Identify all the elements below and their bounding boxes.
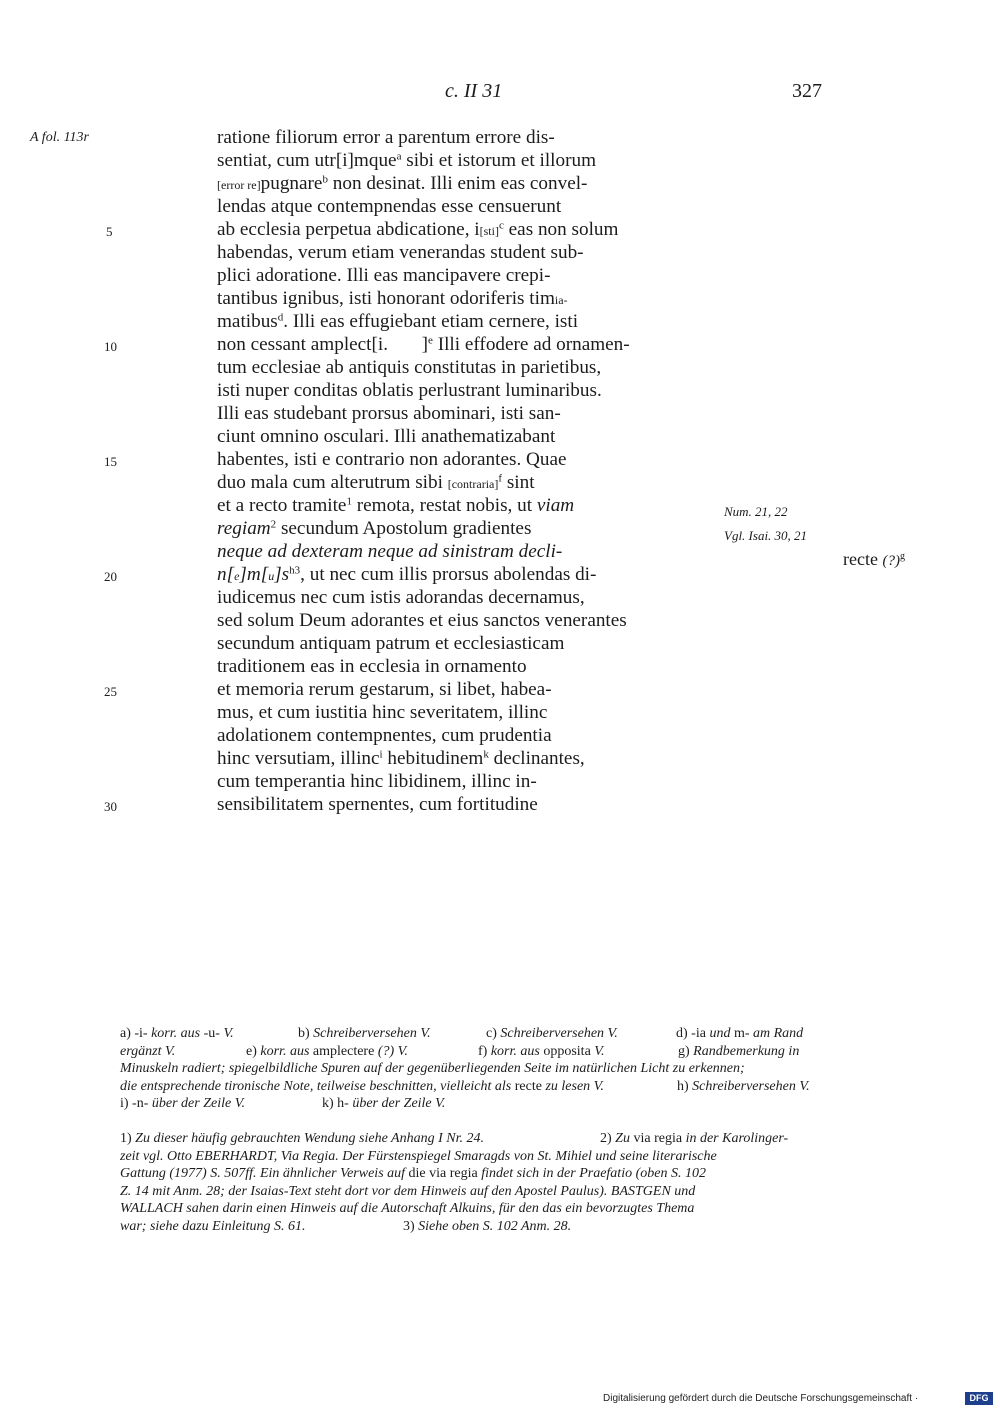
footnotes <box>120 1130 820 1235</box>
text-line: et memoria rerum gestarum, si libet, habea- <box>217 679 552 700</box>
critical-apparatus <box>120 1025 820 1113</box>
apparatus-line: a) -i- korr. aus -u- V. b) Schreiberversehen V. c) Schreiberversehen V. d) -ia und m- am Rand <box>120 1026 804 1041</box>
footnote-line: Gattung (1977) S. 507ff. Ein ähnlicher Verweis auf die via regia findet sich in der Praefatio (oben S. 102 <box>120 1166 706 1181</box>
text-line: secundum antiquam patrum et ecclesiasticam <box>217 633 565 654</box>
text-line: ratione filiorum error a parentum errore dis- <box>217 127 555 148</box>
main-text <box>217 126 630 816</box>
text-line: traditionem eas in ecclesia in ornamento <box>217 656 527 677</box>
text-line: mus, et cum iustitia hinc severitatem, illinc <box>217 702 548 723</box>
text-line: lendas atque contempnendas esse censuerunt <box>217 196 562 217</box>
footnote-line: 1) Zu dieser häufig gebrauchten Wendung siehe Anhang I Nr. 24. 2) Zu via regia in der Karolinger- <box>120 1131 789 1146</box>
text-line: tantibus ignibus, isti honorant odoriferis timia- <box>217 288 568 309</box>
page-number: 327 <box>792 80 822 102</box>
text-line: habendas, verum etiam venerandas student sub- <box>217 242 584 263</box>
bible-reference: Vgl. Isai. 30, 21 <box>724 528 808 543</box>
line-number-15: 15 <box>104 454 117 469</box>
line-number-30: 30 <box>104 799 117 814</box>
footnote-line: war; siehe dazu Einleitung S. 61. 3) Siehe oben S. 102 Anm. 28. <box>120 1218 572 1234</box>
footnote-line: WALLACH sahen darin einen Hinweis auf die Autorschaft Alkuins, für den das ein bevorzugtes Thema <box>120 1201 695 1216</box>
text-line: tum ecclesiae ab antiquis constitutas in parietibus, <box>217 357 602 378</box>
text-line: ab ecclesia perpetua abdicatione, i[sti]$^c$ eas non solum <box>217 219 619 240</box>
text-line: non cessant amplect[i. ]$^e$ Illi effodere ad ornamen- <box>217 334 630 355</box>
text-line: duo mala cum alterutrum sibi [contraria]$^f$ sint <box>217 472 535 493</box>
apparatus-line: die entsprechende tironische Note, teilweise beschnitten, vielleicht als recte zu lesen V. h) Schreiberversehen V. <box>120 1078 810 1094</box>
text-line: et a recto tramite$^1$ remota, restat nobis, ut viam <box>217 495 575 516</box>
text-line: $n[e]m[u]s^{h3}$, ut nec cum illis prorsus abolendas di- <box>217 564 597 585</box>
margin-note: recte (?)$^g$ <box>843 549 905 569</box>
text-line: adolationem contempnentes, cum prudentia <box>217 725 552 746</box>
line-number-10: 10 <box>104 339 117 354</box>
line-number-25: 25 <box>104 684 117 699</box>
text-line: ciunt omnino osculari. Illi anathematizabant <box>217 426 556 447</box>
text-line: isti nuper conditas oblatis perlustrant luminaribus. <box>217 380 602 401</box>
text-line: sentiat, cum utr[i]mque$^a$ sibi et istorum et illorum <box>217 150 596 171</box>
bible-reference: Num. 21, 22 <box>724 504 788 519</box>
footnote-line: zeit vgl. Otto EBERHARDT, Via Regia. Der Fürstenspiegel Smaragds von St. Mihiel und seine literarische <box>120 1148 717 1164</box>
line-number-20: 20 <box>104 569 117 584</box>
text-line: plici adoratione. Illi eas mancipavere crepi- <box>217 265 551 286</box>
text-line: neque ad dexteram neque ad sinistram decli- <box>217 541 563 562</box>
apparatus-line: ergänzt V. e) korr. aus amplectere (?) V. f) korr. aus opposita V. g) Randbemerkung in <box>120 1043 800 1059</box>
line-number-5: 5 <box>106 224 113 239</box>
running-head: c. II 31 <box>445 80 503 102</box>
text-line: sed solum Deum adorantes et eius sanctos venerantes <box>217 610 627 631</box>
folio-reference: A fol. 113r <box>30 130 89 145</box>
apparatus-line: i) -n- über der Zeile V. k) h- über der Zeile V. <box>120 1096 446 1111</box>
funding-credit: Digitalisierung gefördert durch die Deutsche Forschungsgemeinschaft · <box>603 1393 919 1404</box>
text-line: regiam$^2$ secundum Apostolum gradientes <box>217 518 532 539</box>
text-line: iudicemus nec cum istis adorandas decernamus, <box>217 587 585 608</box>
text-line: [error re]pugnare$^b$ non desinat. Illi enim eas convel- <box>217 173 588 194</box>
text-line: cum temperantia hinc libidinem, illinc in- <box>217 771 537 792</box>
text-line: sensibilitatem spernentes, cum fortitudine <box>217 794 538 815</box>
apparatus-line: Minuskeln radiert; spiegelbildliche Spuren auf der gegenüberliegenden Seite im natürlichen Licht zu erkennen; <box>120 1061 745 1076</box>
dfg-logo: DFG <box>965 1392 993 1405</box>
text-line: matibus$^d$. Illi eas effugiebant etiam cernere, isti <box>217 311 579 332</box>
text-line: Illi eas studebant prorsus abominari, isti san- <box>217 403 561 424</box>
footnote-line: Z. 14 mit Anm. 28; der Isaias-Text steht dort vor dem Hinweis auf den Apostel Paulus). BASTGEN und <box>120 1183 696 1199</box>
text-line: habentes, isti e contrario non adorantes. Quae <box>217 449 567 470</box>
text-line: hinc versutiam, illinc$^i$ hebitudinem$^k$ declinantes, <box>217 748 585 769</box>
